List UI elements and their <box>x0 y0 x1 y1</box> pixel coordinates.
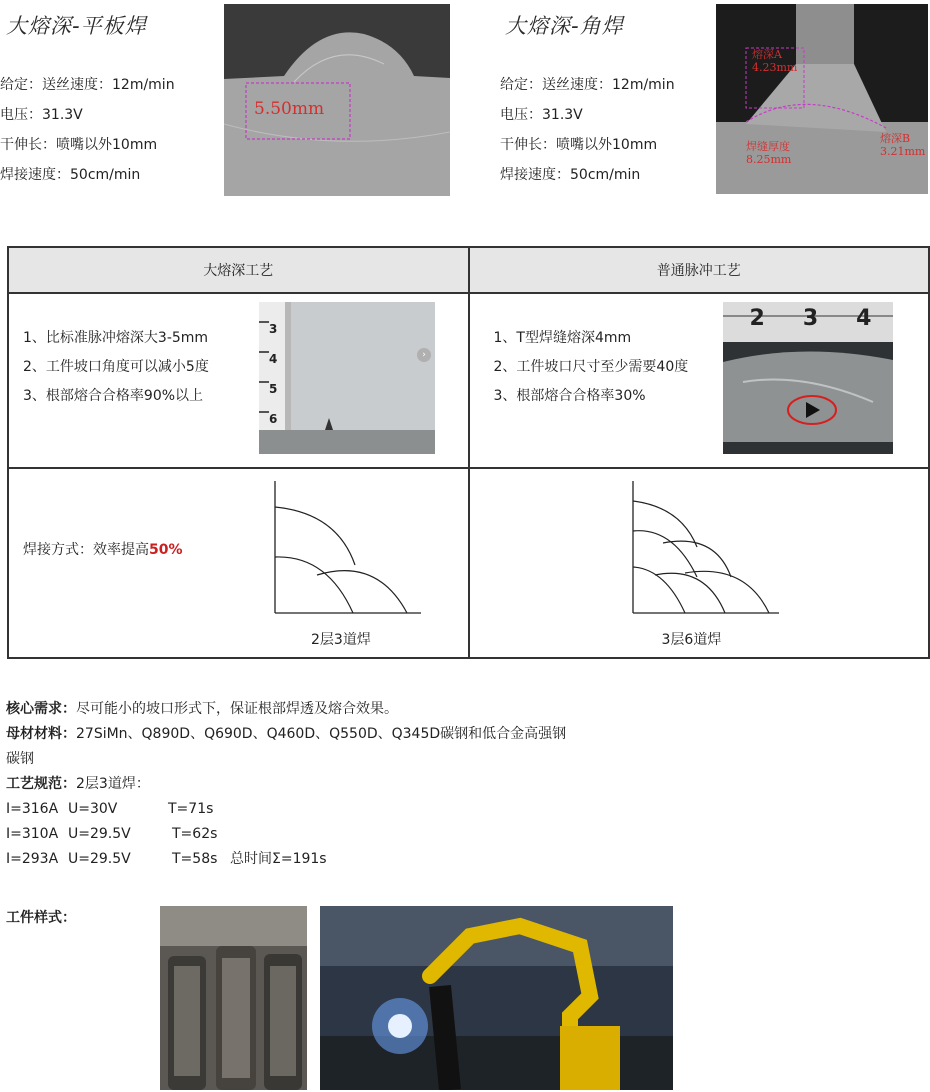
robot-welding-photo <box>320 906 673 1090</box>
spec-line: 给定：送丝速度：12m/min <box>0 77 175 93</box>
list-item: 2、工件坡口尺寸至少需要40度 <box>493 359 689 376</box>
flat-weld-title: 大熔深-平板焊 <box>6 14 147 38</box>
material-text: 27SiMn、Q890D、Q690D、Q460D、Q550D、Q345D碳钢和低合金高强钢 <box>76 726 567 742</box>
workpiece-photo <box>160 906 307 1090</box>
standard-pulse-weld-method <box>469 468 930 658</box>
ruler-digits <box>269 314 277 434</box>
time-value: T=71s <box>168 801 214 817</box>
robot-welding-scene-image <box>320 906 673 1090</box>
ruler-digit: 4 <box>269 352 278 367</box>
fillet-weld-macro-photo <box>716 4 928 194</box>
base-material <box>6 722 926 747</box>
workpiece-label: 工件样式： <box>6 910 76 926</box>
core-text: 尽可能小的坡口形式下，保证根部焊透及熔合效果。 <box>76 701 398 717</box>
current-value: I=293A <box>6 851 59 867</box>
seam-thickness-value: 8.25mm <box>746 153 792 166</box>
current-value: I=316A <box>6 801 59 817</box>
flat-weld-specs <box>0 70 175 190</box>
core-label: 核心需求： <box>6 701 76 717</box>
deep-penetration-advantages <box>8 293 469 467</box>
header-standard-pulse: 普通脉冲工艺 <box>469 247 930 293</box>
spec-line: 电压：31.3V <box>0 107 83 123</box>
weld-method-efficiency <box>23 539 183 559</box>
sample-plate-image <box>259 302 435 454</box>
workpiece-parts-image <box>160 906 307 1090</box>
time-value: T=58s <box>172 851 218 867</box>
process-row <box>6 822 926 847</box>
depth-a-caption: 熔深A <box>752 48 782 61</box>
efficiency-gain-value: 50% <box>149 541 183 558</box>
material-label: 母材材料： <box>6 726 76 742</box>
chevron-right-icon: › <box>417 348 431 362</box>
ruler-digit: 2 <box>749 306 765 332</box>
voltage-value: U=30V <box>68 801 118 817</box>
depth-b-caption: 熔深B <box>880 132 911 145</box>
advantage-list <box>23 324 209 411</box>
two-layer-caption: 2层3道焊 <box>311 631 371 648</box>
three-layer-caption: 3层6道焊 <box>661 631 722 648</box>
process-row <box>6 847 926 872</box>
spec-line: 电压：31.3V <box>500 107 583 123</box>
ruler-digit: 5 <box>269 382 278 397</box>
process-text: 2层3道焊： <box>76 776 150 792</box>
fillet-weld-title: 大熔深-角焊 <box>505 14 624 38</box>
core-requirement <box>6 697 926 722</box>
depth-a-value: 4.23mm <box>752 61 798 74</box>
depth-b-value: 3.21mm <box>880 145 926 158</box>
process-comparison-table <box>7 246 930 659</box>
penetration-measurement: 5.50mm <box>254 99 325 119</box>
characteristic-list <box>494 324 689 411</box>
standard-pulse-characteristics <box>469 293 930 467</box>
requirements-section <box>6 697 926 872</box>
depth-a-label <box>752 48 797 74</box>
material-text-continued: 碳钢 <box>6 751 34 767</box>
seam-thickness-caption: 焊缝厚度 <box>746 140 790 153</box>
weld-method-label: 焊接方式：效率提高 <box>23 541 149 558</box>
flat-weld-macro-photo <box>224 4 450 196</box>
current-value: I=310A <box>6 826 59 842</box>
spec-line: 干伸长：喷嘴以外10mm <box>0 137 158 153</box>
depth-b-label <box>880 132 925 158</box>
list-item: 2、工件坡口角度可以减小5度 <box>23 359 209 376</box>
ruler-digits <box>731 306 891 331</box>
ruler-digit: 6 <box>269 412 278 427</box>
spec-line: 干伸长：喷嘴以外10mm <box>500 137 658 153</box>
ruler-digit: 3 <box>802 306 819 332</box>
list-item: 3、根部熔合合格率30% <box>493 388 646 405</box>
ruler-digit: 3 <box>269 322 278 337</box>
ruler-digit: 4 <box>856 306 872 332</box>
deep-penetration-sample-photo <box>259 302 435 454</box>
process-label: 工艺规范： <box>6 776 76 792</box>
header-deep-penetration: 大熔深工艺 <box>8 247 469 293</box>
spec-line: 焊接速度：50cm/min <box>0 167 141 183</box>
list-item: 3、根部熔合合格率90%以上 <box>23 388 204 405</box>
spec-line: 给定：送丝速度：12m/min <box>500 77 675 93</box>
process-row <box>6 797 926 822</box>
voltage-value: U=29.5V <box>68 826 131 842</box>
spec-line: 焊接速度：50cm/min <box>500 167 641 183</box>
seam-thickness-label <box>746 140 791 166</box>
fillet-weld-specs <box>500 70 675 190</box>
list-item: 1、T型焊缝熔深4mm <box>493 330 632 347</box>
time-value: T=62s <box>172 826 218 842</box>
deep-penetration-weld-method <box>8 468 469 658</box>
process-spec <box>6 772 926 797</box>
three-layer-six-pass-diagram <box>625 477 795 617</box>
standard-pulse-sample-photo <box>723 302 893 454</box>
list-item: 1、比标准脉冲熔深大3-5mm <box>23 330 209 347</box>
total-time: 总时间Σ=191s <box>230 851 327 867</box>
two-layer-three-pass-diagram <box>267 477 437 617</box>
voltage-value: U=29.5V <box>68 851 131 867</box>
